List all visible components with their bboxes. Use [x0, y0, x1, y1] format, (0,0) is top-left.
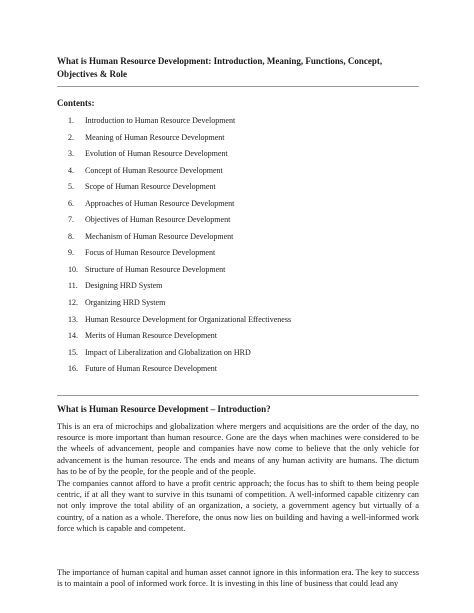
toc-item[interactable] — [68, 231, 291, 248]
toc-item[interactable] — [68, 347, 291, 364]
toc-label: Future of Human Resource Development — [85, 364, 217, 374]
toc-label: Human Resource Development for Organizational Effectiveness — [85, 314, 292, 324]
document-title: What is Human Resource Development: Introduction, Meaning, Functions, Concept, Objectives & Role — [57, 56, 383, 79]
body-paragraph: This is an era of microchips and globalization where mergers and acquisitions are the order of the day, no resource is more important than human resource. Gone are the days when machines were considered to be the wheels of advancement, people and companies have now come to believe that the only vehicle for advancement is the human resource. The ends and means of any human activity are humans. The dictum has to be of by the people, for the people and of the people. — [57, 422, 419, 476]
toc-number: 5. — [68, 182, 74, 192]
toc-item[interactable] — [68, 247, 291, 264]
section-heading: What is Human Resource Development – Introduction? — [57, 404, 271, 414]
body-paragraph: The companies cannot afford to have a profit centric approach; the focus has to shift to them being people centric, if at all they want to survive in this tsunami of competition. A well-informed capable citizenry can not only improve the total ability of an organization, a society, a government agency but virtually of a country, of a nation as a whole. Therefore, the onus now lies on building and having a well-informed work force which is capable and competent. — [57, 479, 419, 533]
toc-number: 12. — [68, 298, 78, 308]
toc-label: Impact of Liberalization and Globalization on HRD — [85, 347, 251, 357]
toc-item[interactable] — [68, 115, 291, 132]
toc-number: 9. — [68, 248, 74, 258]
title-divider — [57, 86, 419, 87]
toc-label: Approaches of Human Resource Development — [85, 198, 235, 208]
section-divider — [57, 395, 419, 396]
toc-item[interactable] — [68, 330, 291, 347]
toc-number: 15. — [68, 347, 78, 357]
toc-number: 2. — [68, 132, 74, 142]
table-of-contents — [68, 115, 291, 380]
toc-label: Designing HRD System — [85, 281, 163, 291]
toc-label: Merits of Human Resource Development — [85, 331, 217, 341]
toc-item[interactable] — [68, 264, 291, 281]
toc-number: 10. — [68, 264, 78, 274]
toc-item[interactable] — [68, 165, 291, 182]
toc-label: Introduction to Human Resource Development — [85, 116, 236, 125]
toc-item[interactable] — [68, 148, 291, 165]
toc-item[interactable] — [68, 280, 291, 297]
toc-label: Objectives of Human Resource Development — [85, 215, 231, 225]
toc-number: 13. — [68, 314, 78, 324]
toc-number: 14. — [68, 331, 78, 341]
toc-number: 1. — [68, 116, 74, 125]
toc-label: Concept of Human Resource Development — [85, 165, 223, 175]
toc-label: Evolution of Human Resource Development — [85, 149, 228, 159]
toc-item[interactable] — [68, 181, 291, 198]
toc-item[interactable] — [68, 214, 291, 231]
toc-number: 6. — [68, 198, 74, 208]
toc-label: Organizing HRD System — [85, 298, 166, 308]
toc-number: 7. — [68, 215, 74, 225]
toc-label: Focus of Human Resource Development — [85, 248, 216, 258]
toc-label: Scope of Human Resource Development — [85, 182, 216, 192]
toc-number: 3. — [68, 149, 74, 159]
toc-number: 8. — [68, 231, 74, 241]
toc-item[interactable] — [68, 297, 291, 314]
toc-label: Structure of Human Resource Development — [85, 264, 226, 274]
toc-item[interactable] — [68, 198, 291, 215]
toc-label: Mechanism of Human Resource Development — [85, 231, 234, 241]
toc-item[interactable] — [68, 363, 291, 380]
body-paragraph: The importance of human capital and human asset cannot ignore in this information era. The key to success is to maintain a pool of informed work force. It is investing in this line of business that could lead any — [57, 568, 419, 589]
toc-number: 16. — [68, 364, 78, 374]
toc-label: Meaning of Human Resource Development — [85, 132, 225, 142]
toc-number: 11. — [68, 281, 78, 291]
toc-item[interactable] — [68, 132, 291, 149]
contents-heading: Contents: — [57, 98, 95, 108]
toc-number: 4. — [68, 165, 74, 175]
toc-item[interactable] — [68, 314, 291, 331]
